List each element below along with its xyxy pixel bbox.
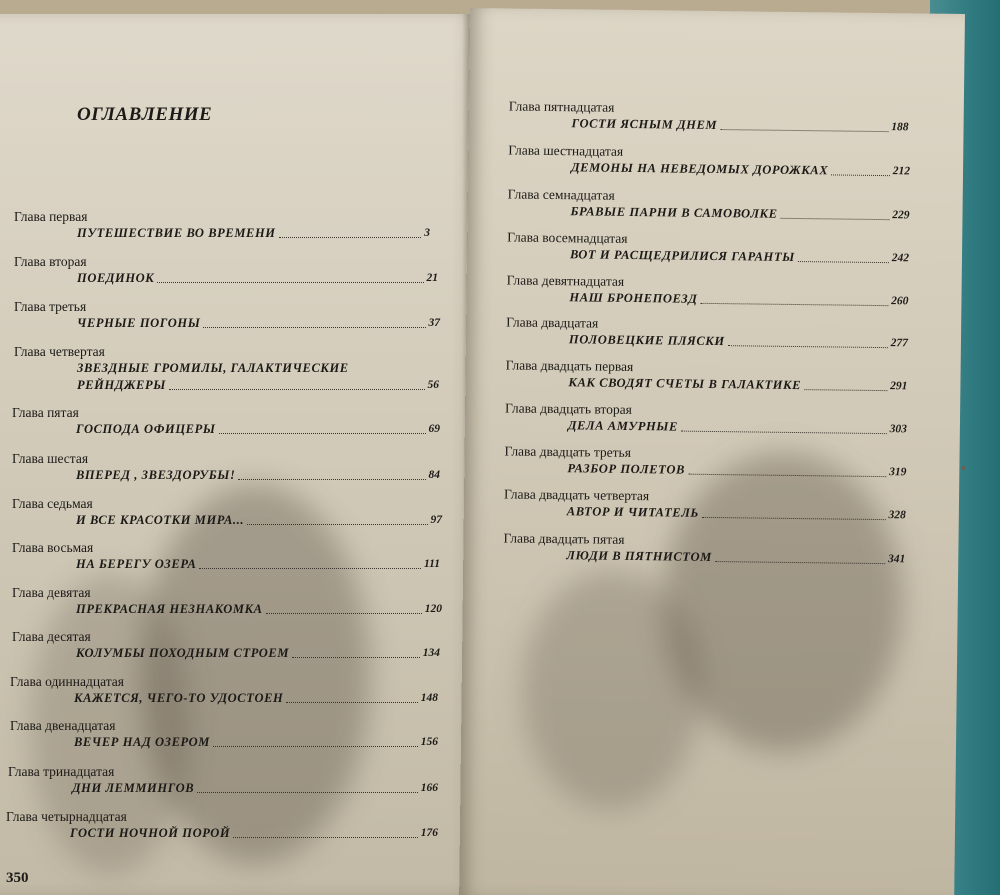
chapter-title: НАШ БРОНЕПОЕЗД xyxy=(569,290,698,306)
page-number: 188 xyxy=(891,121,909,134)
chapter-label: Глава двадцатая xyxy=(506,314,599,331)
chapter-title-line: ЗВЕЗДНЫЕ ГРОМИЛЫ, ГАЛАКТИЧЕСКИЕ xyxy=(77,361,349,375)
toc-entry[interactable] xyxy=(12,585,442,625)
chapter-title: ГОСПОДА ОФИЦЕРЫ xyxy=(76,422,216,436)
dot-leader xyxy=(286,702,417,703)
chapter-label: Глава седьмая xyxy=(12,496,93,511)
page-number: 229 xyxy=(892,209,910,222)
dot-leader xyxy=(199,568,421,569)
dot-leader xyxy=(238,479,425,480)
page-number: 37 xyxy=(428,317,440,329)
toc-entry[interactable] xyxy=(503,530,905,575)
chapter-title: КОЛУМБЫ ПОХОДНЫМ СТРОЕМ xyxy=(76,646,290,660)
page-number: 319 xyxy=(889,466,907,479)
toc-entry[interactable] xyxy=(505,357,907,402)
dot-leader xyxy=(728,345,888,348)
toc-entry[interactable] xyxy=(12,405,440,445)
chapter-label: Глава десятая xyxy=(12,629,91,644)
chapter-title: ДЕМОНЫ НА НЕВЕДОМЫХ ДОРОЖКАХ xyxy=(570,160,829,178)
chapter-label: Глава тринадцатая xyxy=(8,764,115,779)
page-number: 341 xyxy=(887,553,906,566)
dot-leader xyxy=(798,261,889,263)
chapter-title: ПОЛОВЕЦКИЕ ПЛЯСКИ xyxy=(568,332,725,349)
dot-leader xyxy=(213,746,418,747)
toc-entry[interactable] xyxy=(507,229,909,274)
chapter-label: Глава семнадцатая xyxy=(507,186,615,203)
chapter-title: ПУТЕШЕСТВИЕ ВО ВРЕМЕНИ xyxy=(77,226,276,240)
dot-leader xyxy=(688,474,886,477)
toc-entry[interactable] xyxy=(508,98,908,143)
toc-entry[interactable] xyxy=(14,254,438,294)
chapter-title: ВПЕРЕД , ЗВЕЗДОРУБЫ! xyxy=(76,468,236,482)
toc-heading: ОГЛАВЛЕНИЕ xyxy=(77,104,213,125)
dot-leader xyxy=(720,129,888,132)
dot-leader xyxy=(279,237,422,238)
chapter-label: Глава шестая xyxy=(12,451,89,466)
toc-entry[interactable] xyxy=(506,272,908,317)
chapter-label: Глава девятнадцатая xyxy=(506,272,625,289)
dot-leader xyxy=(247,524,427,525)
page-folio: 350 xyxy=(6,870,29,886)
chapter-label: Глава восьмая xyxy=(12,540,94,555)
chapter-title: ВОТ И РАСЩЕДРИЛИСЯ ГАРАНТЫ xyxy=(569,247,795,264)
dot-leader xyxy=(804,389,887,391)
chapter-title: ДНИ ЛЕММИНГОВ xyxy=(72,781,195,795)
chapter-title: ПРЕКРАСНАЯ НЕЗНАКОМКА xyxy=(76,602,263,616)
dot-leader xyxy=(831,174,890,176)
toc-entry[interactable] xyxy=(14,344,439,402)
toc-entry[interactable] xyxy=(505,400,907,445)
page-number: 84 xyxy=(428,469,440,481)
dot-leader xyxy=(203,327,425,328)
right-page xyxy=(459,8,965,895)
page-number: 134 xyxy=(422,647,440,659)
page-number: 291 xyxy=(890,380,908,393)
page-number: 277 xyxy=(890,337,909,350)
toc-entry[interactable] xyxy=(507,186,909,231)
page-number: 303 xyxy=(889,423,907,436)
chapter-title: ЧЕРНЫЕ ПОГОНЫ xyxy=(77,316,201,330)
dot-leader xyxy=(781,218,890,220)
dot-leader xyxy=(197,792,418,793)
chapter-label: Глава двадцать четвертая xyxy=(503,486,650,504)
chapter-label: Глава первая xyxy=(14,209,88,224)
chapter-label: Глава вторая xyxy=(14,254,87,269)
toc-entry[interactable] xyxy=(14,299,440,339)
page-number: 97 xyxy=(430,514,442,526)
chapter-title: БРАВЫЕ ПАРНИ В САМОВОЛКЕ xyxy=(570,204,778,221)
chapter-title: ПОЕДИНОК xyxy=(77,271,155,285)
chapter-title: КАК СВОДЯТ СЧЕТЫ В ГАЛАКТИКЕ xyxy=(568,375,802,393)
chapter-label: Глава восемнадцатая xyxy=(507,229,628,246)
page-number: 166 xyxy=(420,782,438,794)
chapter-label: Глава двадцать вторая xyxy=(505,400,632,418)
hand-shadow xyxy=(520,569,703,811)
dot-leader xyxy=(266,613,422,614)
page-number: 260 xyxy=(891,295,909,308)
dot-leader xyxy=(157,282,423,283)
toc-entry[interactable] xyxy=(12,540,440,580)
chapter-title: РАЗБОР ПОЛЕТОВ xyxy=(567,461,686,477)
page-number: 212 xyxy=(892,165,911,178)
chapter-title: НА БЕРЕГУ ОЗЕРА xyxy=(76,557,197,571)
chapter-title: ВЕЧЕР НАД ОЗЕРОМ xyxy=(74,735,210,749)
toc-entry[interactable] xyxy=(6,809,438,849)
chapter-label: Глава двенадцатая xyxy=(10,718,116,733)
chapter-title: КАЖЕТСЯ, ЧЕГО-ТО УДОСТОЕН xyxy=(74,691,284,705)
toc-entry[interactable] xyxy=(504,443,906,488)
chapter-label: Глава шестнадцатая xyxy=(508,142,624,159)
paper-speck xyxy=(961,466,965,470)
toc-entry[interactable] xyxy=(8,764,438,804)
chapter-label: Глава двадцать третья xyxy=(504,443,632,460)
toc-entry[interactable] xyxy=(506,314,908,359)
chapter-label: Глава третья xyxy=(14,299,87,314)
page-number: 21 xyxy=(426,272,438,284)
dot-leader xyxy=(169,389,425,390)
chapter-title: ГОСТИ ЯСНЫМ ДНЕМ xyxy=(571,116,718,133)
page-number: 242 xyxy=(891,252,910,265)
chapter-title: ДЕЛА АМУРНЫЕ xyxy=(567,418,679,434)
toc-entry[interactable] xyxy=(12,451,440,491)
chapter-label: Глава пятнадцатая xyxy=(508,98,615,115)
page-number: 156 xyxy=(420,736,438,748)
chapter-label: Глава девятая xyxy=(12,585,91,600)
chapter-label: Глава пятая xyxy=(12,405,79,420)
page-number: 120 xyxy=(424,603,442,615)
dot-leader xyxy=(219,433,426,434)
page-number: 148 xyxy=(420,692,438,704)
toc-entry[interactable] xyxy=(12,629,440,669)
toc-entry[interactable] xyxy=(504,486,906,531)
page-number: 3 xyxy=(424,227,430,239)
dot-leader xyxy=(292,657,420,658)
dot-leader xyxy=(233,837,418,838)
page-number: 176 xyxy=(420,827,438,839)
dot-leader xyxy=(681,431,887,435)
left-page xyxy=(0,14,478,895)
dot-leader xyxy=(700,303,888,306)
chapter-label: Глава двадцать пятая xyxy=(503,530,625,547)
toc-entry[interactable] xyxy=(14,209,430,249)
dot-leader xyxy=(715,561,885,564)
chapter-title: ЛЮДИ В ПЯТНИСТОМ xyxy=(566,548,712,564)
chapter-title: ГОСТИ НОЧНОЙ ПОРОЙ xyxy=(70,826,231,840)
dot-leader xyxy=(702,517,886,520)
chapter-title: РЕЙНДЖЕРЫ xyxy=(77,378,166,392)
chapter-title: АВТОР И ЧИТАТЕЛЬ xyxy=(566,504,700,520)
chapter-title: И ВСЕ КРАСОТКИ МИРА... xyxy=(76,513,245,527)
toc-entry[interactable] xyxy=(508,142,910,187)
page-number: 56 xyxy=(427,379,439,391)
page-number: 328 xyxy=(888,509,906,522)
page-number: 111 xyxy=(424,558,440,570)
toc-entry[interactable] xyxy=(10,674,438,714)
page-number: 69 xyxy=(428,423,440,435)
chapter-label: Глава двадцать первая xyxy=(505,357,634,375)
chapter-label: Глава четырнадцатая xyxy=(6,809,127,824)
chapter-label: Глава одиннадцатая xyxy=(10,674,124,689)
toc-entry[interactable] xyxy=(10,718,438,758)
toc-entry[interactable] xyxy=(12,496,442,536)
chapter-label: Глава четвертая xyxy=(14,344,105,359)
